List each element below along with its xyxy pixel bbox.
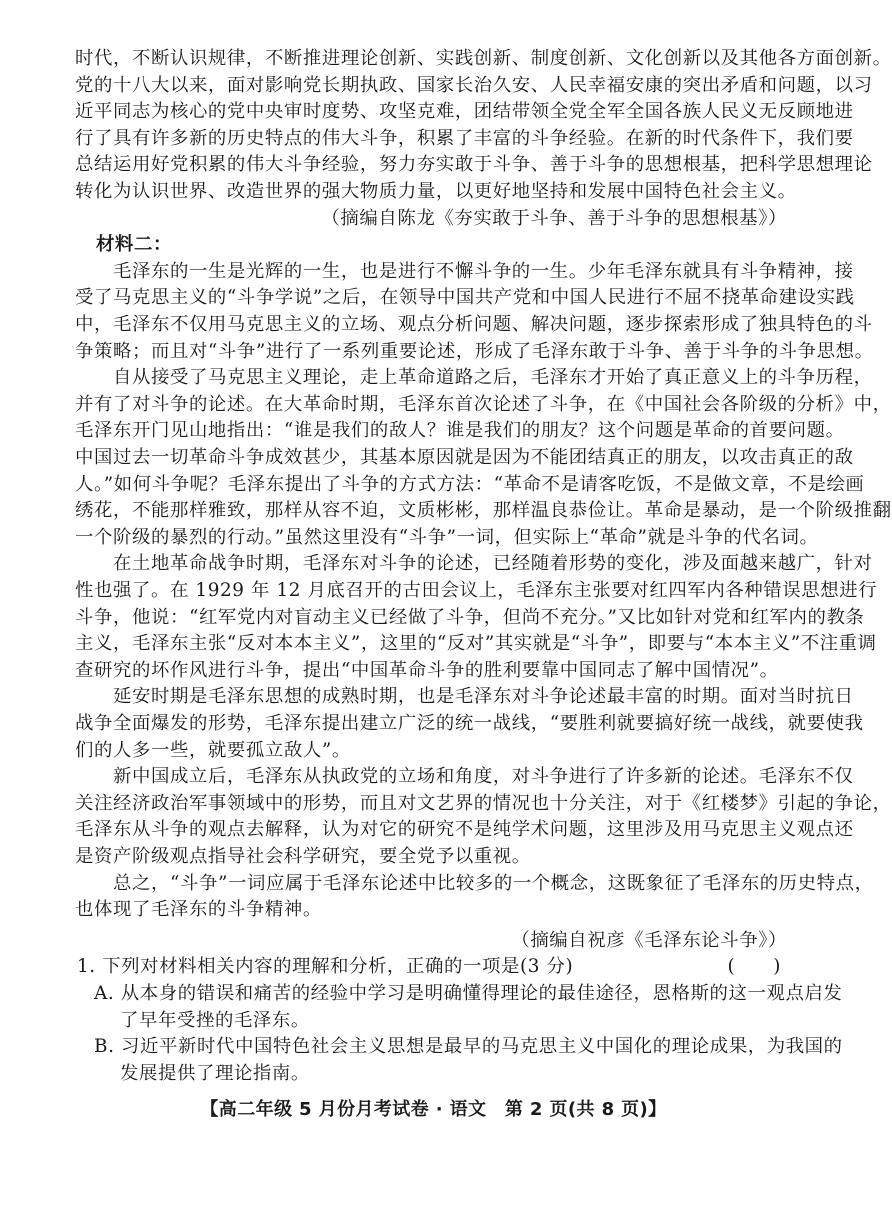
text-line: 毛泽东的一生是光辉的一生，也是进行不懈斗争的一生。少年毛泽东就具有斗争精神，接 xyxy=(113,260,854,282)
text-line: 总之，“斗争”一词应属于毛泽东论述中比较多的一个概念，这既象征了毛泽东的历史特点， xyxy=(113,872,874,894)
text-line: 一个阶级的暴烈的行动。”虽然这里没有“斗争”一词，但实际上“革命”就是斗争的代名词。 xyxy=(75,526,819,548)
option-a-continued: 了早年受挫的毛泽东。 xyxy=(120,1009,310,1031)
text-line: 近平同志为核心的党中央审时度势、攻坚克难，团结带领全党全军全国各族人民义无反顾地进 xyxy=(75,101,854,123)
source-citation: （摘编自祝彦《毛泽东论斗争》） xyxy=(511,929,787,951)
text-line: 战争全面爆发的形势，毛泽东提出建立广泛的统一战线，“要胜利就要搞好统一战线，就要使我 xyxy=(75,713,864,734)
text-line: 主义，毛泽东主张“反对本本主义”，这里的“反对”其实就是“斗争”，即要与“本本主义”不注重调 xyxy=(75,633,877,655)
text-line: 毛泽东从斗争的观点去解释，认为对它的研究不是纯学术问题，这里涉及用马克思主义观点还 xyxy=(75,819,854,841)
text-line: 绣花，不能那样雅致，那样从容不迫，文质彬彬，那样温良恭俭让。革命是暴动，是一个阶级推翻 xyxy=(75,500,892,522)
text-line: 是资产阶级观点指导社会科学研究，要全党予以重视。 xyxy=(75,846,531,867)
text-line: 延安时期是毛泽东思想的成熟时期，也是毛泽东对斗争论述最丰富的时期。面对当时抗日 xyxy=(113,686,854,708)
text-line: 自从接受了马克思主义理论，走上革命道路之后，毛泽东才开始了真正意义上的斗争历程， xyxy=(113,367,873,389)
source-citation: （摘编自陈龙《夯实敢于斗争、善于斗争的思想根基》） xyxy=(321,207,787,229)
text-line: 查研究的坏作风进行斗争，提出“中国革命斗争的胜利要靠中国同志了解中国情况”。 xyxy=(75,659,779,681)
text-line: 行了具有许多新的历史特点的伟大斗争，积累了丰富的斗争经验。在新的时代条件下，我们要 xyxy=(75,127,854,149)
text-line: 在土地革命战争时期，毛泽东对斗争的论述，已经随着形势的变化，涉及面越来越广，针对 xyxy=(113,553,873,575)
text-line: 人。”如何斗争呢？毛泽东提出了斗争的方式方法：“革命不是请客吃饭，不是做文章，不是绘画 xyxy=(75,473,865,495)
text-line: 关注经济政治军事领域中的形势，而且对文艺界的情况也十分关注，对于《红楼梦》引起的争论， xyxy=(75,792,892,814)
page-footer: 【高二年级 5 月份月考试卷 · 语文 第 2 页(共 8 页)】 xyxy=(200,1099,667,1121)
text-line: 新中国成立后，毛泽东从执政党的立场和角度，对斗争进行了许多新的论述。毛泽东不仅 xyxy=(113,766,854,788)
text-line: 总结运用好党积累的伟大斗争经验，努力夯实敢于斗争、善于斗争的思想根基，把科学思想理论 xyxy=(75,154,873,176)
section-heading: 材料二： xyxy=(96,234,172,256)
answer-blank[interactable]: ( ) xyxy=(727,956,781,978)
text-line: 毛泽东开门见山地指出：“谁是我们的敌人？谁是我们的朋友？这个问题是革命的首要问题。 xyxy=(75,420,845,442)
text-line: 中，毛泽东不仅用马克思主义的立场、观点分析问题、解决问题，逐步探索形成了独具特色的斗 xyxy=(75,314,873,335)
text-line: 斗争，他说：“红军党内对盲动主义已经做了斗争，但尚不充分。”又比如针对党和红军内的教条 xyxy=(75,606,865,628)
question-text: 1. 下列对材料相关内容的理解和分析，正确的一项是(3 分) xyxy=(77,956,574,978)
option-b: B. 习近平新时代中国特色社会主义思想是最早的马克思主义中国化的理论成果，为我国的 xyxy=(94,1036,843,1058)
text-line: 中国过去一切革命斗争成效甚少，其基本原因就是因为不能团结真正的朋友，以攻击真正的敌 xyxy=(75,447,854,468)
option-b-continued: 发展提供了理论指南。 xyxy=(120,1062,310,1084)
text-line: 性也强了。在 1929 年 12 月底召开的古田会议上，毛泽东主张要对红四军内各种错误思想进行 xyxy=(75,580,878,601)
text-line: 们的人多一些，就要孤立敌人”。 xyxy=(75,739,351,761)
text-line: 并有了对斗争的论述。在大革命时期，毛泽东首次论述了斗争，在《中国社会各阶级的分析》中， xyxy=(75,393,892,415)
text-line: 争策略；而且对“斗争”进行了一系列重要论述，形成了毛泽东敢于斗争、善于斗争的斗争思想。 xyxy=(75,340,874,362)
text-line: 党的十八大以来，面对影响党长期执政、国家长治久安、人民幸福安康的突出矛盾和问题，以习 xyxy=(75,74,873,96)
text-line: 转化为认识世界、改造世界的强大物质力量，以更好地坚持和发展中国特色社会主义。 xyxy=(75,181,797,202)
text-line: 受了马克思主义的“斗争学说”之后，在领导中国共产党和中国人民进行不屈不挠革命建设实践 xyxy=(75,287,855,309)
text-line: 时代，不断认识规律，不断推进理论创新、实践创新、制度创新、文化创新以及其他各方面创新。 xyxy=(75,48,892,69)
option-a: A. 从本身的错误和痛苦的经验中学习是明确懂得理论的最佳途径，恩格斯的这一观点启发 xyxy=(94,983,843,1004)
text-line: 也体现了毛泽东的斗争精神。 xyxy=(75,899,322,921)
